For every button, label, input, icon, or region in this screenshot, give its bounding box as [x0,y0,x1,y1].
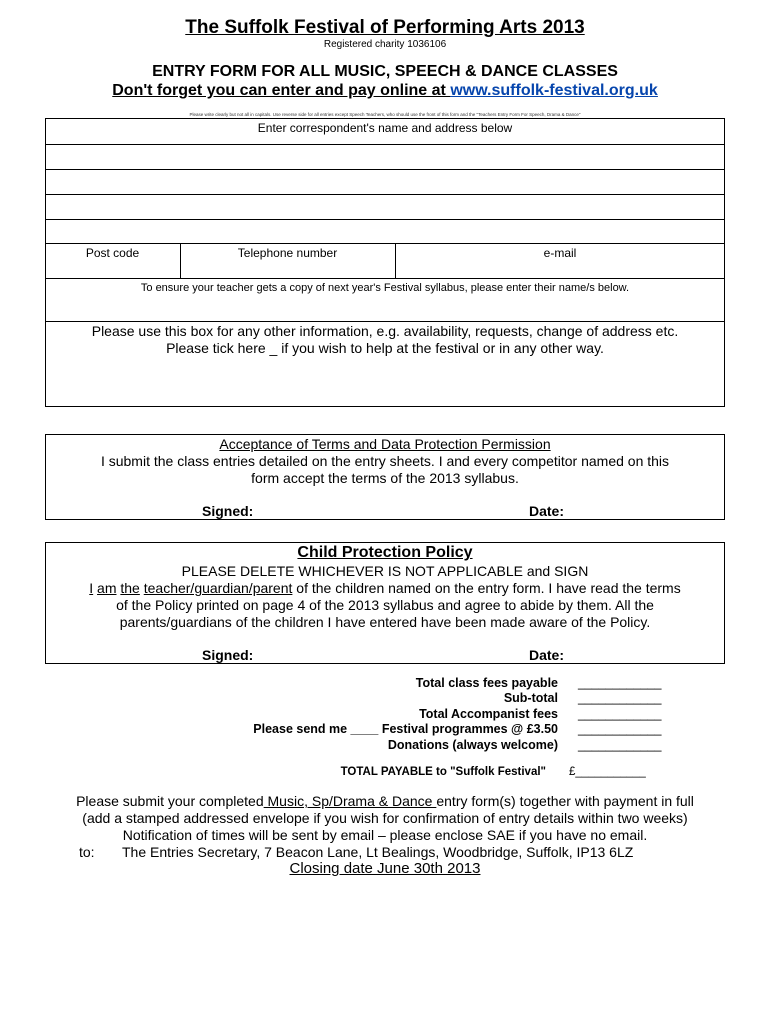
address-divider [45,243,725,244]
submit-text-c: entry form(s) together with payment in full [436,793,694,809]
online-entry-text: Don't forget you can enter and pay online at [112,82,451,99]
fee-blank-subtotal[interactable]: ____________ [578,691,662,705]
address-line-2[interactable] [46,170,724,194]
role-options[interactable]: teacher/guardian/parent [143,580,293,596]
role-i[interactable]: I [89,580,94,596]
terms-heading: Acceptance of Terms and Data Protection Permission [219,436,551,452]
submit-classes: Music, Sp/Drama & Dance [263,793,437,809]
policy-date-label[interactable]: Date: [529,647,565,663]
total-payable-blank[interactable]: £___________ [569,766,646,778]
policy-text-3: parents/guardians of the children I have entered have been made aware of the Policy. [119,614,651,630]
address-divider [45,219,725,220]
other-info-text: Please use this box for any other information, e.g. availability, requests, change of address etc. [91,323,679,339]
terms-date-label[interactable]: Date: [529,503,565,519]
terms-text-2: form accept the terms of the 2013 syllabus. [251,470,519,486]
address-to: to: [79,844,95,860]
correspondent-heading: Enter correspondent's name and address below [257,121,513,135]
policy-text-1 [45,580,725,597]
submit-text-a: Please submit your completed [76,793,264,809]
fee-label-accompanist: Total Accompanist fees [419,707,558,721]
telephone-field[interactable]: Telephone number [237,246,338,260]
email-field[interactable]: e-mail [543,246,577,260]
notification-note: Notification of times will be sent by email – please enclose SAE if you have no email. [122,827,648,843]
secretary-address: The Entries Secretary, 7 Beacon Lane, Lt Bealings, Woodbridge, Suffolk, IP13 6LZ [122,844,634,860]
fee-label-programmes: Please send me ____ Festival programmes @ £3.50 [253,722,558,736]
address-divider [45,144,725,145]
terms-text-1: I submit the class entries detailed on the entry sheets. I and every competitor named on this [100,453,670,469]
address-line-1[interactable] [46,145,724,169]
address-line-4[interactable] [46,220,724,243]
total-payable-label: TOTAL PAYABLE to "Suffolk Festival" [340,766,546,778]
row-divider [45,278,725,279]
role-the[interactable]: the [120,580,140,596]
address-divider [45,169,725,170]
policy-text-2: of the Policy printed on page 4 of the 2013 syllabus and agree to abide by them. All the [116,597,654,613]
fee-blank-accompanist[interactable]: ____________ [578,707,662,721]
teacher-note[interactable]: To ensure your teacher gets a copy of next year's Festival syllabus, please enter their name/s below. [140,282,630,294]
terms-signed-label[interactable]: Signed: [202,503,254,519]
closing-date: Closing date June 30th 2013 [289,860,481,877]
address-line-3[interactable] [46,195,724,219]
festival-website-link[interactable]: www.suffolk-festival.org.uk [450,82,658,99]
form-subtitle: ENTRY FORM FOR ALL MUSIC, SPEECH & DANCE CLASSES [152,63,618,80]
fee-blank-programmes[interactable]: ____________ [578,722,662,736]
address-divider [45,194,725,195]
policy-text-1-rest: of the children named on the entry form. I have read the terms [292,580,681,596]
fine-print: Please write clearly but not all in capitals. Use reverse side for all entries except Speech Teachers, who should use the front of this form and the "Teachers Entry Form For Speech, Drama & Dance" [189,112,581,117]
sae-note: (add a stamped addressed envelope if you wish for confirmation of entry details within two weeks) [82,810,688,826]
help-tick-text: Please tick here _ if you wish to help at the festival or in any other way. [166,340,604,356]
fee-label-class-fees: Total class fees payable [415,676,558,690]
online-entry-line [0,82,770,100]
role-am[interactable]: am [97,580,117,596]
fee-blank-donations[interactable]: ____________ [578,738,662,752]
policy-signed-label[interactable]: Signed: [202,647,254,663]
fee-label-subtotal: Sub-total [503,691,558,705]
fee-label-donations: Donations (always welcome) [387,738,558,752]
delete-instruction: PLEASE DELETE WHICHEVER IS NOT APPLICABLE and SIGN [181,563,589,579]
charity-number: Registered charity 1036106 [323,39,447,50]
child-protection-heading: Child Protection Policy [297,544,473,561]
submit-instruction [0,793,770,810]
postcode-field[interactable]: Post code [85,246,140,260]
page-title: The Suffolk Festival of Performing Arts 2013 [185,17,585,38]
fee-blank-class-fees[interactable]: ____________ [578,676,662,690]
